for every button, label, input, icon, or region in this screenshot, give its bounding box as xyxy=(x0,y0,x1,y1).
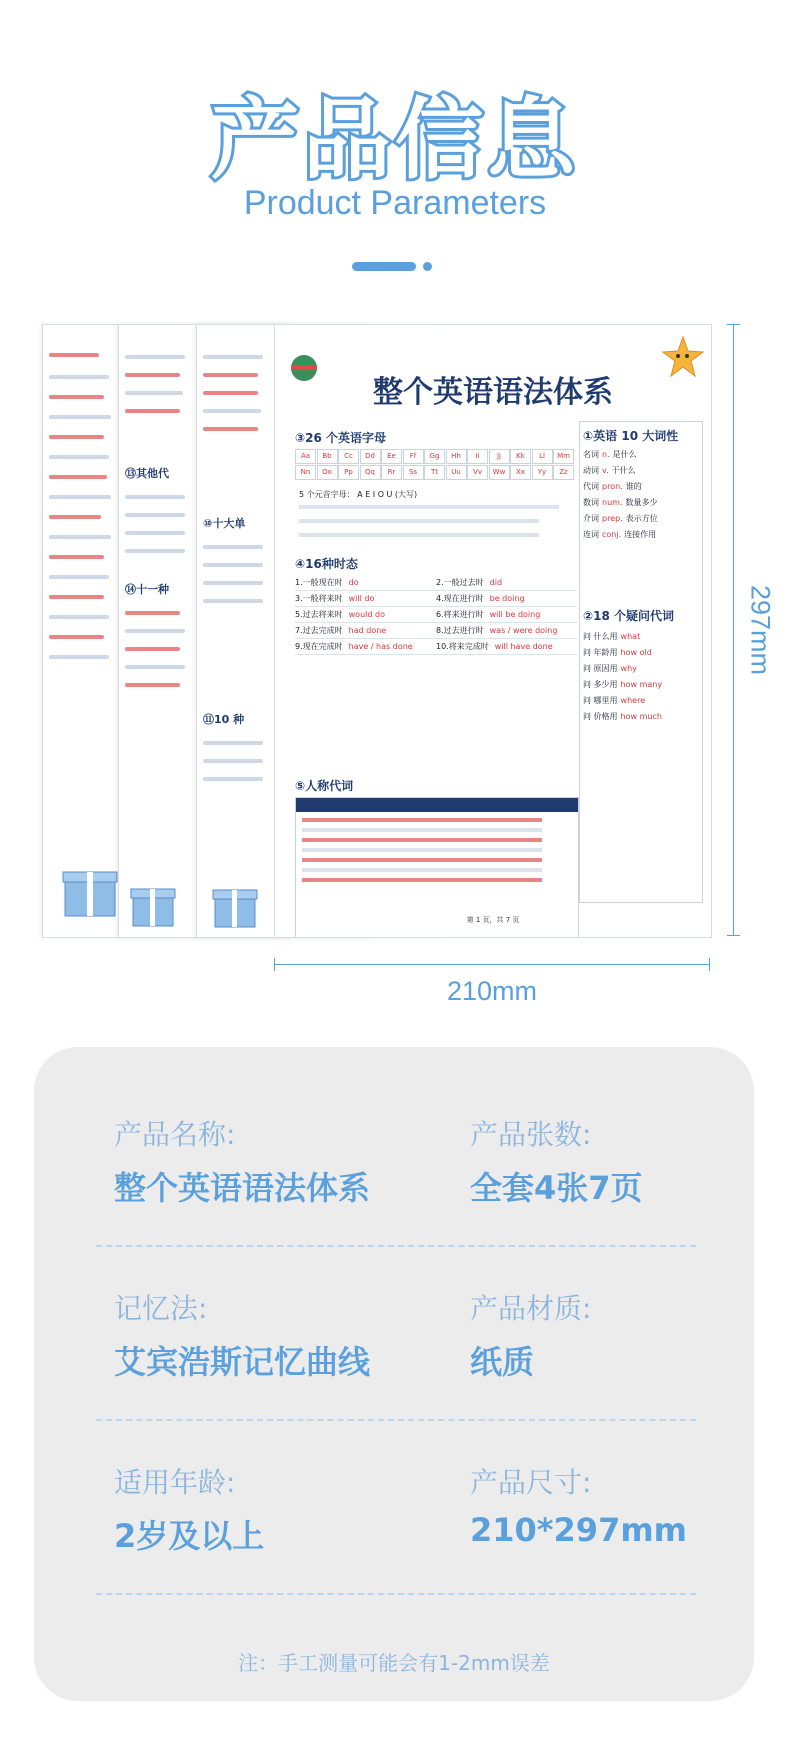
tense-name: 7.过去完成时 xyxy=(295,626,343,635)
divider xyxy=(96,1593,696,1595)
gift-icon xyxy=(61,860,121,920)
age-label: 适用年龄: xyxy=(114,1466,236,1499)
product-name-label: 产品名称: xyxy=(114,1118,236,1151)
memory-method-label: 记忆法: xyxy=(114,1292,208,1325)
tense-example: will do xyxy=(348,594,375,603)
part-of-speech-item: 代词 pron. 谁的 xyxy=(583,482,642,491)
poster-section-pronouns: ⑤人称代词 xyxy=(295,779,354,793)
letter-cell: Ff xyxy=(403,449,424,464)
page-title: 产品信息 xyxy=(210,88,579,191)
tense-name: 10.将来完成时 xyxy=(436,642,489,651)
tense-row xyxy=(295,575,436,591)
age-value: 2岁及以上 xyxy=(114,1517,265,1555)
decorative-bar xyxy=(352,262,416,271)
tense-example: was / were doing xyxy=(489,626,558,635)
height-dimension-label: 297mm xyxy=(745,584,776,676)
product-name-value: 整个英语语法体系 xyxy=(114,1169,371,1207)
material-label: 产品材质: xyxy=(470,1292,592,1325)
tense-name: 8.过去进行时 xyxy=(436,626,484,635)
part-of-speech-item: 连词 conj. 连接作用 xyxy=(583,530,657,539)
tense-example: had done xyxy=(348,626,387,635)
tense-row xyxy=(436,591,577,607)
decorative-dot xyxy=(423,262,432,271)
letter-cell: Hh xyxy=(446,449,467,464)
letter-cell: Ee xyxy=(381,449,402,464)
tense-name: 5.过去将来时 xyxy=(295,610,343,619)
poster-section-tenses: ④16种时态 xyxy=(295,557,358,571)
letter-cell: Cc xyxy=(338,449,359,464)
width-dimension-label: 210mm xyxy=(446,976,538,1006)
size-value: 210*297mm xyxy=(470,1511,688,1549)
measurement-note: 注：手工测量可能会有1-2mm误差 xyxy=(238,1651,550,1675)
question-word-item: 问 价格用 how much xyxy=(583,712,662,721)
sheet-count-label: 产品张数: xyxy=(470,1118,592,1151)
letter-cell: Ii xyxy=(467,449,488,464)
letter-cell: Zz xyxy=(553,465,574,480)
poster-front xyxy=(274,324,712,938)
poster-section-parts: ①英语 10 大词性 xyxy=(583,429,679,443)
tense-example: do xyxy=(348,578,359,587)
tense-example: be doing xyxy=(489,594,525,603)
part-of-speech-item: 动词 v. 干什么 xyxy=(583,466,636,475)
poster-footer: 第 1 页，共 7 页 xyxy=(466,916,520,924)
letter-cell: Bb xyxy=(317,449,338,464)
tense-example: have / has done xyxy=(348,642,413,651)
divider xyxy=(96,1245,696,1247)
letter-cell: Ll xyxy=(532,449,553,464)
page-subtitle: Product Parameters xyxy=(243,184,547,222)
poster-sheet-back-3: ⑩十大单 ⑪10 种 xyxy=(196,324,448,938)
tense-row xyxy=(295,591,436,607)
question-word-item: 问 什么用 what xyxy=(583,632,641,641)
part-of-speech-item: 数词 num. 数量多少 xyxy=(583,498,658,507)
poster-title: 整个英语语法体系 xyxy=(373,375,613,410)
question-word-item: 问 哪里用 where xyxy=(583,696,646,705)
tense-row xyxy=(436,607,577,623)
material-value: 纸质 xyxy=(470,1343,535,1381)
letter-cell: Kk xyxy=(510,449,531,464)
vowel-line: 5 个元音字母： A E I O U (大写) xyxy=(299,490,418,499)
letter-cell: Uu xyxy=(446,465,467,480)
part-of-speech-item: 名词 n. 是什么 xyxy=(583,450,637,459)
spec-card xyxy=(34,1047,754,1701)
letter-cell: Mm xyxy=(553,449,574,464)
tense-name: 9.现在完成时 xyxy=(295,642,343,651)
tense-row xyxy=(436,575,577,591)
width-dimension-line xyxy=(274,964,710,965)
tense-row xyxy=(295,607,436,623)
tense-name: 6.将来进行时 xyxy=(436,610,484,619)
sheet-count-value: 全套4张7页 xyxy=(470,1169,643,1207)
letter-cell: Aa xyxy=(295,449,316,464)
divider xyxy=(96,1419,696,1421)
letter-cell: Yy xyxy=(532,465,553,480)
question-word-item: 问 原因用 why xyxy=(583,664,637,673)
tense-row xyxy=(295,623,436,639)
letter-cell: Pp xyxy=(338,465,359,480)
tense-row xyxy=(295,639,436,655)
letter-cell: Ww xyxy=(489,465,510,480)
tense-example: would do xyxy=(348,610,385,619)
letter-cell: Qq xyxy=(360,465,381,480)
letter-cell: Rr xyxy=(381,465,402,480)
letter-cell: Tt xyxy=(424,465,445,480)
tense-name: 2.一般过去时 xyxy=(436,578,484,587)
question-word-item: 问 多少用 how many xyxy=(583,680,663,689)
tense-row xyxy=(436,623,577,639)
tense-name: 1.一般现在时 xyxy=(295,578,343,587)
tense-name: 4.现在进行时 xyxy=(436,594,484,603)
part-of-speech-item: 介词 prep. 表示方位 xyxy=(583,514,658,523)
letter-cell: Oo xyxy=(317,465,338,480)
letter-cell: Jj xyxy=(489,449,510,464)
letter-cell: Nn xyxy=(295,465,316,480)
size-label: 产品尺寸: xyxy=(470,1466,592,1499)
letter-cell: Gg xyxy=(424,449,445,464)
poster-section-questions: ②18 个疑问代词 xyxy=(583,609,675,623)
poster-sheet-back-2: ⑬其他代 ⑭十一种 xyxy=(118,324,370,938)
memory-method-value: 艾宾浩斯记忆曲线 xyxy=(114,1343,371,1381)
gift-icon xyxy=(129,880,179,930)
tense-example: did xyxy=(489,578,503,587)
letter-cell: Xx xyxy=(510,465,531,480)
tense-example: will be doing xyxy=(489,610,541,619)
poster-section-letters: ③26 个英语字母 xyxy=(295,431,387,445)
letter-cell: Vv xyxy=(467,465,488,480)
tense-row xyxy=(436,639,577,655)
tense-name: 3.一般将来时 xyxy=(295,594,343,603)
letter-cell: Dd xyxy=(360,449,381,464)
gift-icon xyxy=(211,881,261,931)
tense-example: will have done xyxy=(494,642,553,651)
height-dimension-line xyxy=(733,324,734,936)
letter-cell: Ss xyxy=(403,465,424,480)
question-word-item: 问 年龄用 how old xyxy=(583,648,652,657)
